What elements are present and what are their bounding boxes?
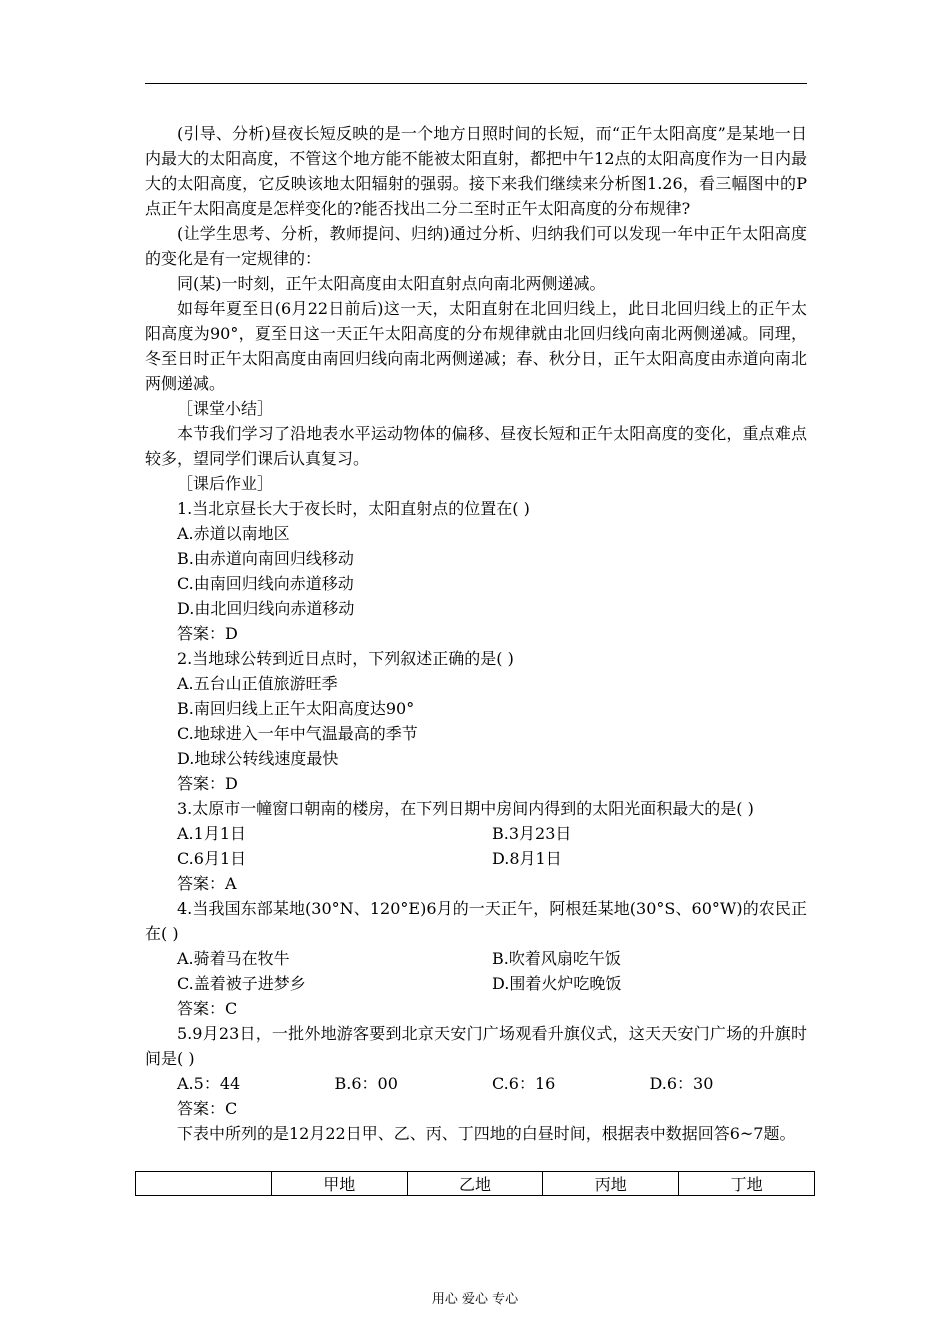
question-option: B.6：00 bbox=[334, 1074, 398, 1093]
table-intro: 下表中所列的是12月22日甲、乙、丙、丁四地的白昼时间，根据表中数据回答6~7题。 bbox=[177, 1124, 796, 1143]
question-option: A.骑着马在牧牛 bbox=[177, 949, 290, 968]
table-header-cell: 甲地 bbox=[271, 1172, 407, 1196]
options-row bbox=[145, 821, 807, 846]
question-option: D.地球公转线速度最快 bbox=[177, 749, 339, 768]
question-answer: 答案：D bbox=[177, 774, 238, 793]
question-stem: 5.9月23日，一批外地游客要到北京天安门广场观看升旗仪式，这天天安门广场的升旗时间是( ) bbox=[145, 1024, 807, 1068]
table-header-cell bbox=[136, 1172, 272, 1196]
paragraph: 本节我们学习了沿地表水平运动物体的偏移、昼夜长短和正午太阳高度的变化，重点难点较多，望同学们课后认真复习。 bbox=[145, 424, 807, 468]
table-header-row bbox=[136, 1172, 815, 1196]
question-option: A.赤道以南地区 bbox=[177, 524, 290, 543]
options-row bbox=[145, 946, 807, 971]
daylight-table bbox=[135, 1171, 815, 1196]
question-option: D.围着火炉吃晚饭 bbox=[492, 974, 622, 993]
options-row bbox=[145, 1071, 807, 1096]
question-option: D.由北回归线向赤道移动 bbox=[177, 599, 355, 618]
question-answer: 答案：D bbox=[177, 624, 238, 643]
document-body bbox=[145, 121, 807, 1146]
paragraph: 如每年夏至日(6月22日前后)这一天，太阳直射在北回归线上，此日北回归线上的正午太阳高度为90°，夏至日这一天正午太阳高度的分布规律就由北回归线向南北两侧递减。同理，冬至日时正午太阳高度由南回归线向南北两侧递减；春、秋分日，正午太阳高度由赤道向南北两侧递减。 bbox=[145, 299, 807, 393]
question-option: B.3月23日 bbox=[492, 824, 572, 843]
question-answer: 答案：C bbox=[177, 1099, 238, 1118]
table-header-cell: 丁地 bbox=[679, 1172, 815, 1196]
header-rule bbox=[145, 83, 807, 84]
question-option: A.1月1日 bbox=[177, 824, 247, 843]
question-option: A.五台山正值旅游旺季 bbox=[177, 674, 338, 693]
table-header-cell: 丙地 bbox=[543, 1172, 679, 1196]
paragraph: 同(某)一时刻，正午太阳高度由太阳直射点向南北两侧递减。 bbox=[177, 274, 606, 293]
question-option: B.南回归线上正午太阳高度达90° bbox=[177, 699, 415, 718]
question-option: C.6月1日 bbox=[177, 849, 247, 868]
paragraph: (引导、分析)昼夜长短反映的是一个地方日照时间的长短，而“正午太阳高度”是某地一日内最大的太阳高度，不管这个地方能不能被太阳直射，都把中午12点的太阳高度作为一日内最大的太阳高度，它反映该地太阳辐射的强弱。接下来我们继续来分析图1.26，看三幅图中的P点正午太阳高度是怎样变化的?能否找出二分二至时正午太阳高度的分布规律? bbox=[145, 124, 807, 218]
table-header-cell: 乙地 bbox=[407, 1172, 543, 1196]
question-answer: 答案：C bbox=[177, 999, 238, 1018]
section-heading-summary: ［课堂小结］ bbox=[177, 399, 274, 418]
question-option: C.地球进入一年中气温最高的季节 bbox=[177, 724, 418, 743]
question-option: D.6：30 bbox=[649, 1074, 714, 1093]
question-stem: 4.当我国东部某地(30°N、120°E)6月的一天正午，阿根廷某地(30°S、60°W)的农民正在( ) bbox=[145, 899, 807, 943]
question-option: B.由赤道向南回归线移动 bbox=[177, 549, 354, 568]
question-stem: 2.当地球公转到近日点时，下列叙述正确的是( ) bbox=[177, 649, 514, 668]
question-option: C.盖着被子进梦乡 bbox=[177, 974, 306, 993]
paragraph: (让学生思考、分析，教师提问、归纳)通过分析、归纳我们可以发现一年中正午太阳高度的变化是有一定规律的： bbox=[145, 224, 807, 268]
page-footer: 用心 爱心 专心 bbox=[431, 1292, 519, 1307]
question-option: B.吹着风扇吃午饭 bbox=[492, 949, 621, 968]
question-answer: 答案：A bbox=[177, 874, 237, 893]
question-option: A.5：44 bbox=[177, 1074, 241, 1093]
question-option: C.由南回归线向赤道移动 bbox=[177, 574, 354, 593]
question-option: D.8月1日 bbox=[492, 849, 562, 868]
question-stem: 3.太原市一幢窗口朝南的楼房，在下列日期中房间内得到的太阳光面积最大的是( ) bbox=[177, 799, 754, 818]
question-stem: 1.当北京昼长大于夜长时，太阳直射点的位置在( ) bbox=[177, 499, 530, 518]
section-heading-homework: ［课后作业］ bbox=[177, 474, 274, 493]
options-row bbox=[145, 846, 807, 871]
options-row bbox=[145, 971, 807, 996]
question-option: C.6：16 bbox=[492, 1074, 556, 1093]
